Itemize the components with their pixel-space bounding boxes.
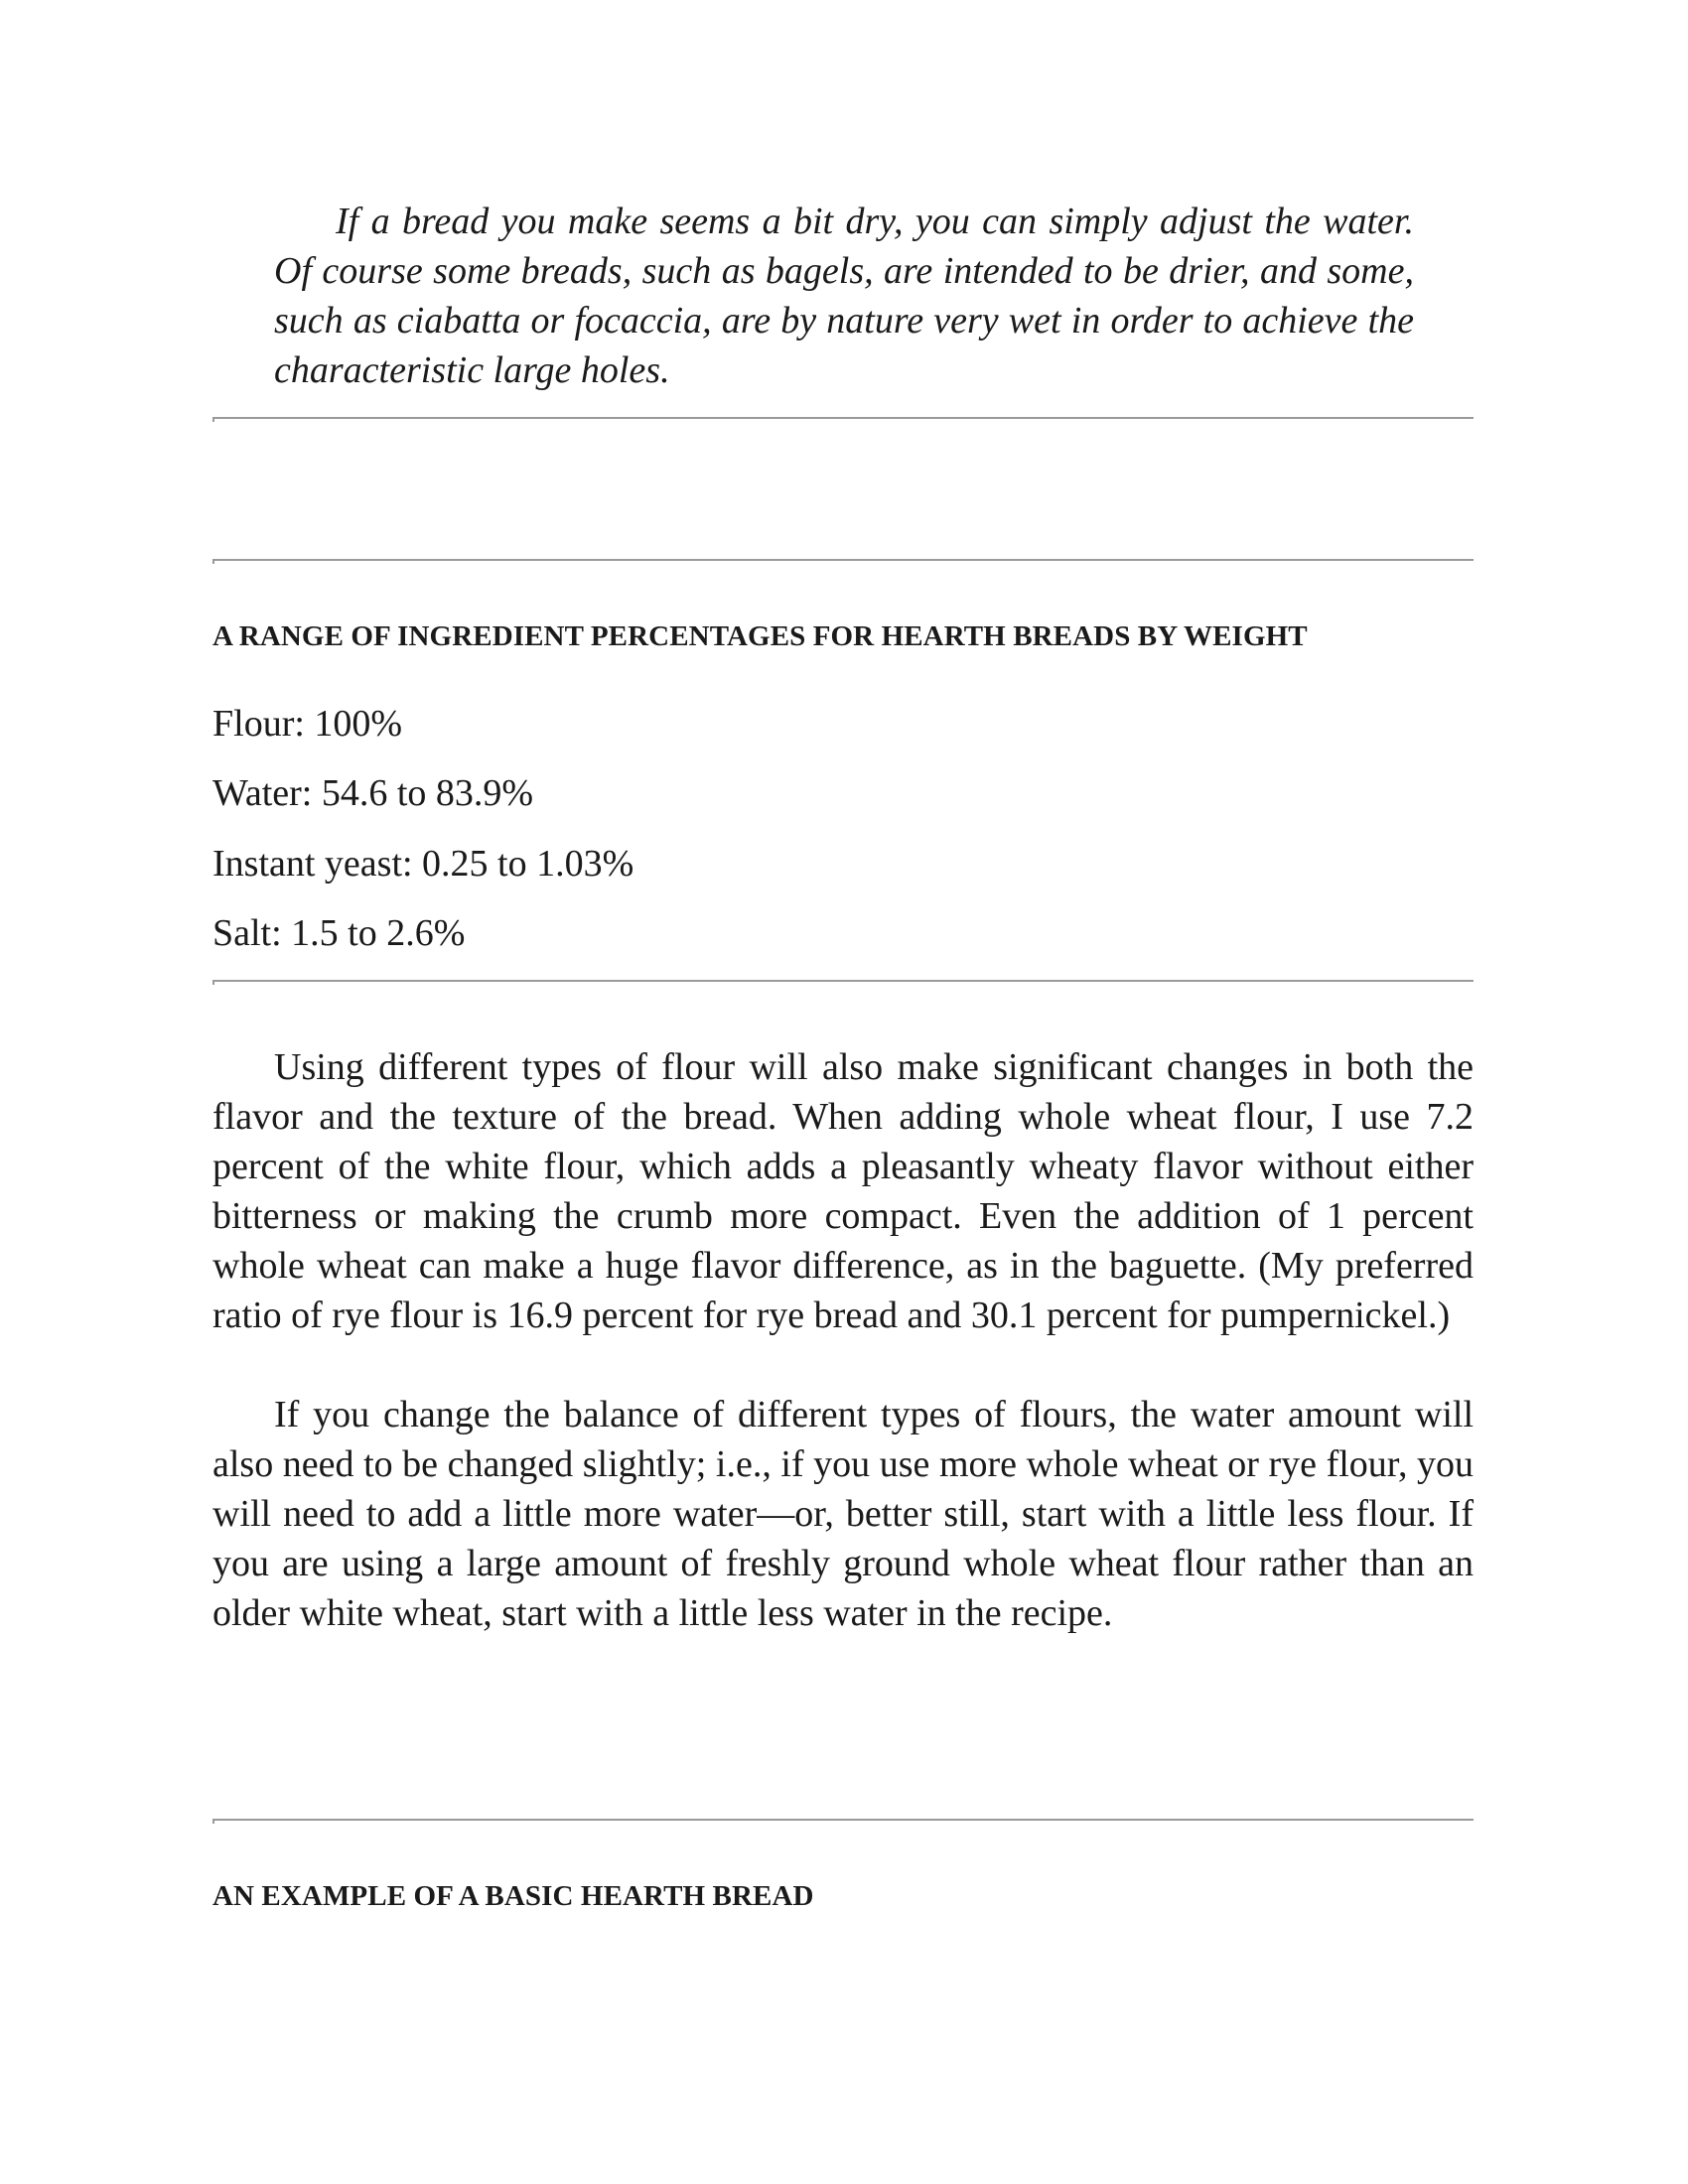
- ingredient-item: Instant yeast: 0.25 to 1.03%: [212, 843, 634, 885]
- body-paragraph: If you change the balance of different types of flours, the water amount will also need to be changed slightly; i.e., if you use more whole wheat or rye flour, you will need to add a little more water—or, better still, start with a little less flour. If you are using a large amount of freshly ground whole wheat flour rather than an older white wheat, start with a little less water in the recipe.: [212, 1394, 1474, 1634]
- body-paragraph: Using different types of flour will also make significant changes in both the flavor and the texture of the bread. When adding whole wheat flour, I use 7.2 percent of the white flour, which adds a pleasantly wheaty flavor without either bitterness or making the crumb more compact. Even the addition of 1 percent whole wheat can make a huge flavor difference, as in the baguette. (My preferred ratio of rye flour is 16.9 percent for rye bread and 30.1 percent for pumpernickel.): [212, 1046, 1474, 1336]
- ingredient-item: Salt: 1.5 to 2.6%: [212, 912, 466, 954]
- ingredient-item: Water: 54.6 to 83.9%: [212, 772, 534, 814]
- section-divider: [212, 980, 1474, 982]
- section-divider: [212, 1819, 1474, 1821]
- section-divider: [212, 559, 1474, 561]
- intro-paragraph: If a bread you make seems a bit dry, you can simply adjust the water. Of course some breads, such as bagels, are intended to be drier, and some, such as ciabatta or focaccia, are by nature very wet in order to achieve the characteristic large holes.: [274, 201, 1414, 391]
- section-divider: [212, 417, 1474, 419]
- percentages-heading: A RANGE OF INGREDIENT PERCENTAGES FOR HEARTH BREADS BY WEIGHT: [212, 620, 1308, 652]
- example-heading: AN EXAMPLE OF A BASIC HEARTH BREAD: [212, 1880, 814, 1912]
- ingredient-item: Flour: 100%: [212, 703, 403, 745]
